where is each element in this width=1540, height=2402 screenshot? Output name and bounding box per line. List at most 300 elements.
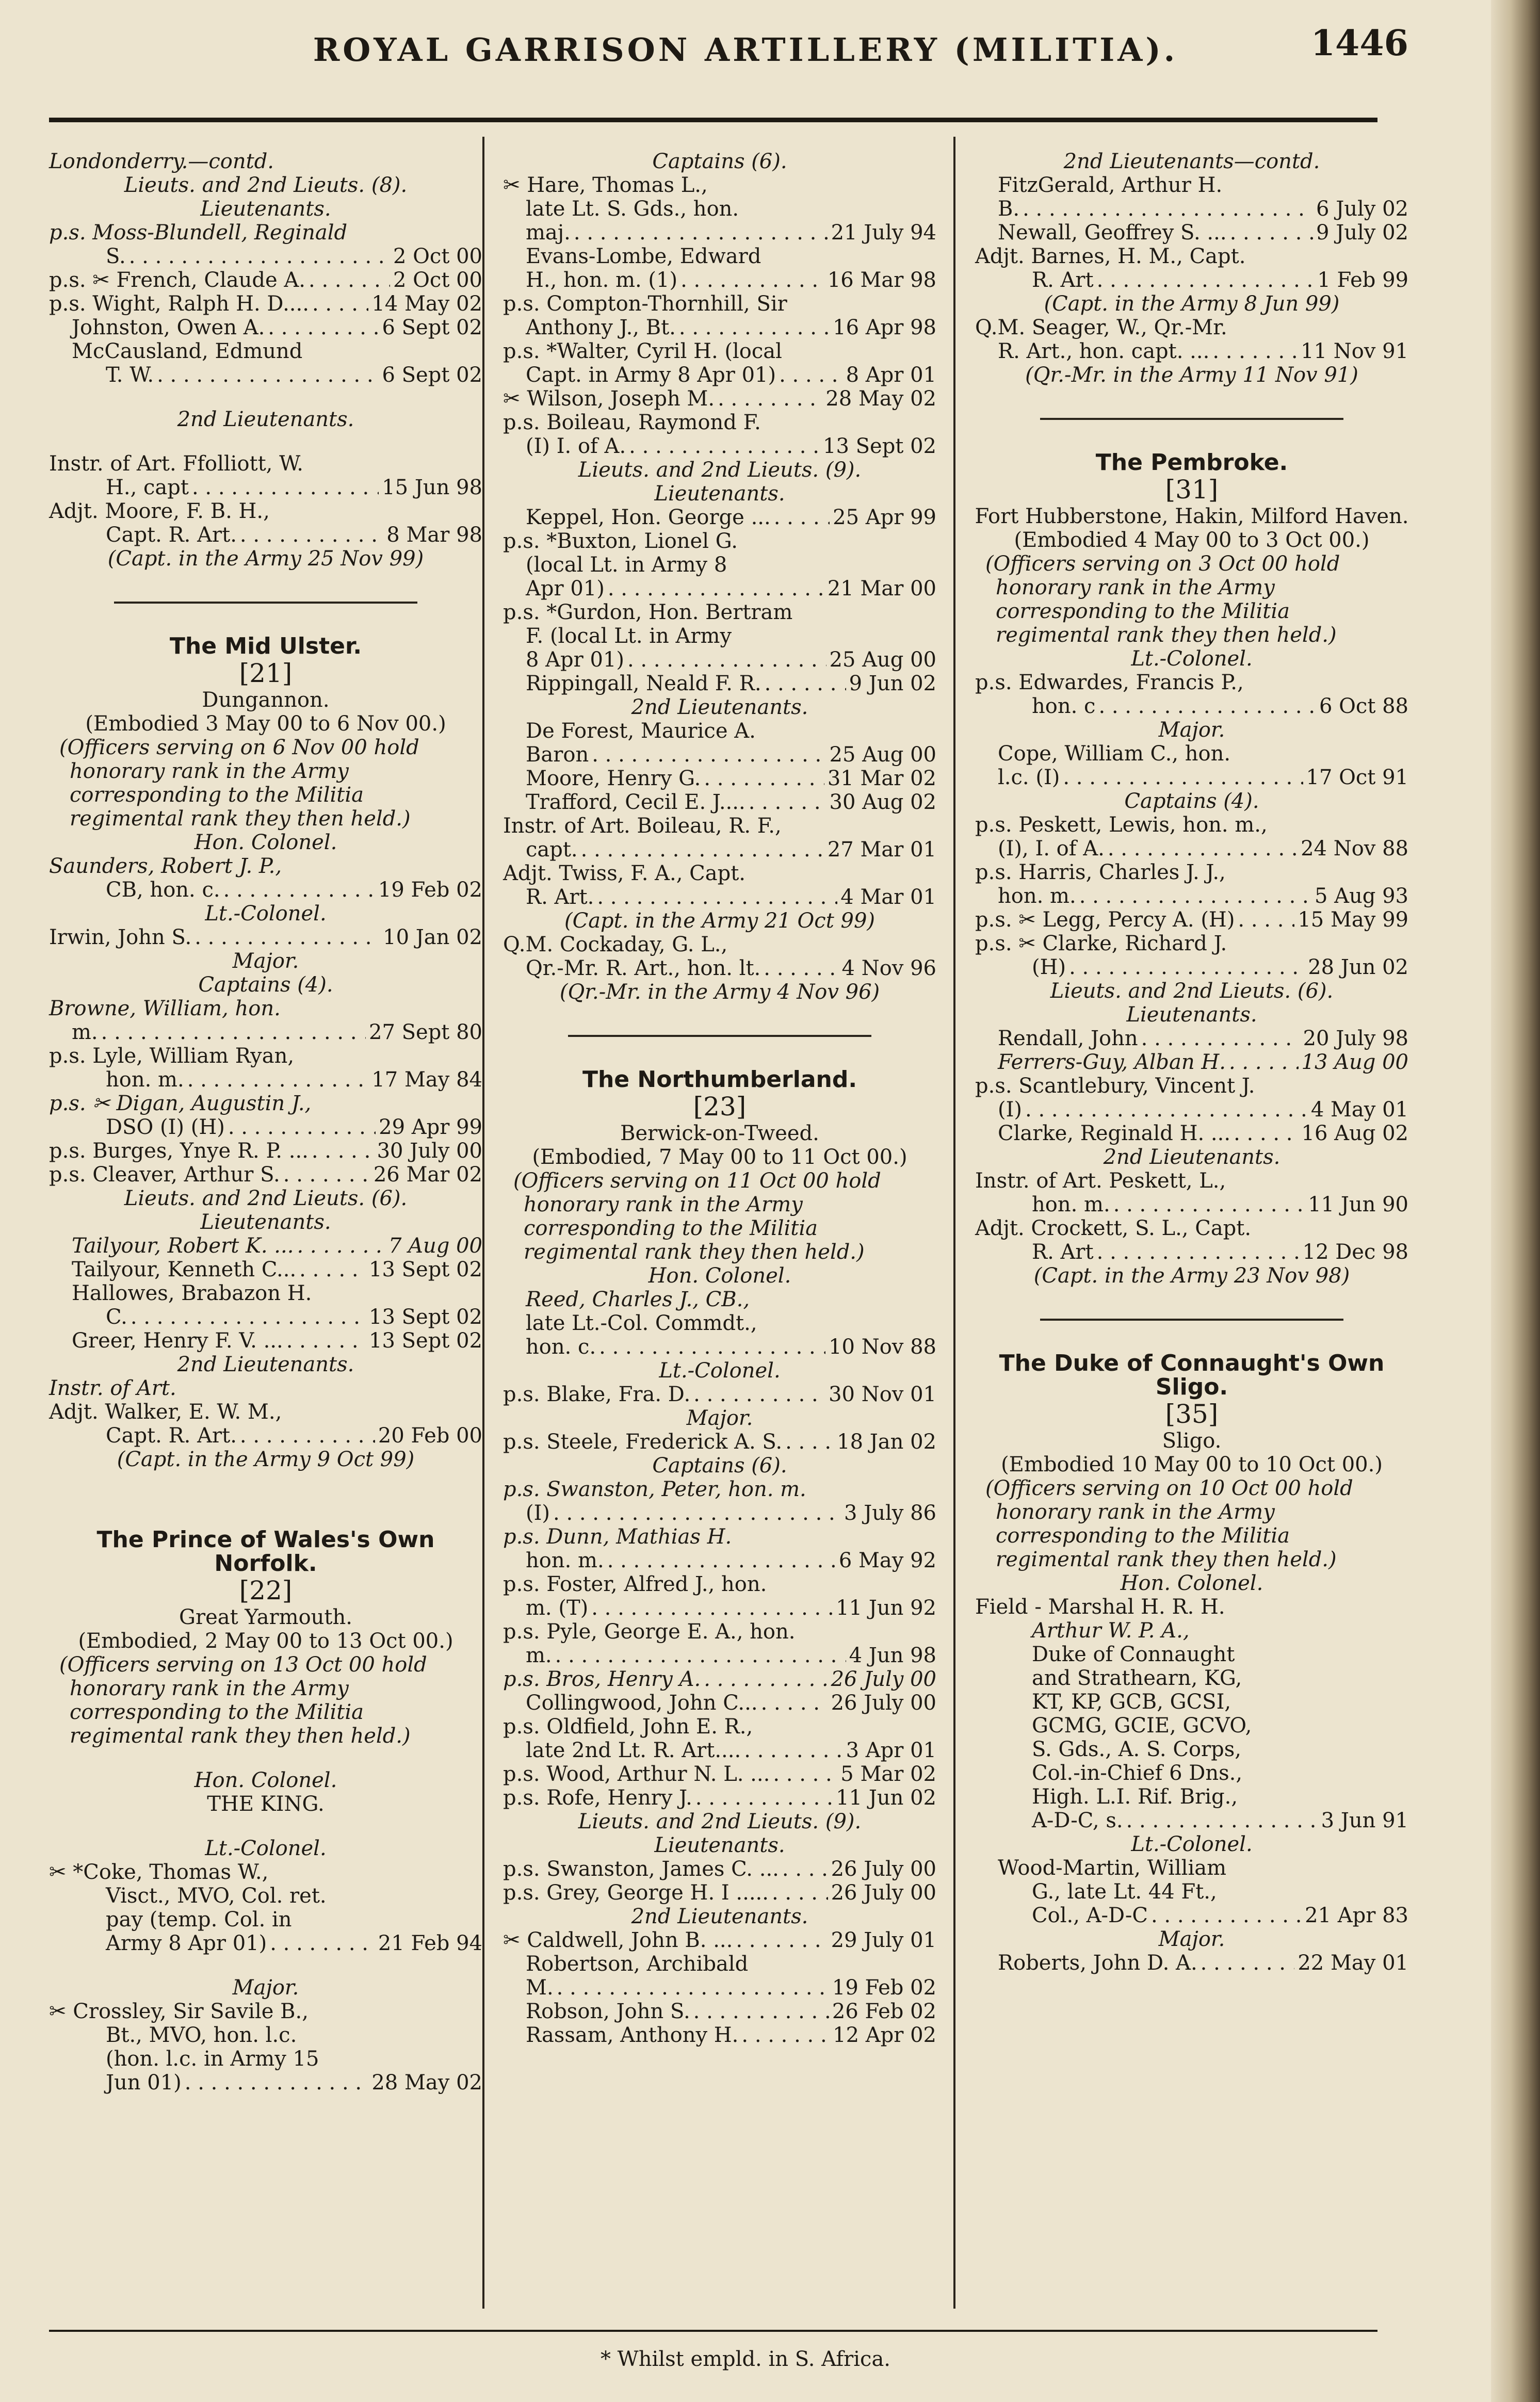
leader-dots (1230, 221, 1313, 245)
rank-heading: Lieuts. and 2nd Lieuts. (9). (578, 458, 862, 482)
officer-entry (975, 1809, 1408, 1832)
officer-entry (503, 2023, 936, 2047)
entry-text: M. (526, 1976, 554, 2000)
leader-dots (1141, 1027, 1300, 1050)
page-number: 1446 (1310, 23, 1408, 64)
commission-date: 4 May 01 (1310, 1098, 1408, 1122)
entry-text: ✂ Hare, Thomas L., (503, 173, 708, 197)
commission-date: 4 Jun 98 (849, 1644, 936, 1667)
officer-entry (503, 862, 936, 885)
officer-entry (503, 790, 936, 814)
commission-date: 19 Feb 02 (378, 878, 482, 902)
entry-text: Londonderry.—contd. (49, 150, 274, 173)
officer-entry (503, 1596, 936, 1620)
entry-text: Capt. R. Art. (106, 523, 237, 547)
entry-text: Army 8 Apr 01) (106, 1932, 267, 1955)
officer-entry (503, 1478, 936, 1501)
officer-entry (49, 268, 482, 292)
officer-entry (975, 813, 1408, 837)
entry-text: (Capt. in the Army 25 Nov 99) (107, 547, 424, 571)
officer-entry (975, 1264, 1408, 1288)
commission-date: 31 Mar 02 (827, 767, 936, 790)
officer-entry (975, 1951, 1408, 1975)
officer-entry (49, 1305, 482, 1329)
commission-date: 11 Jun 92 (836, 1596, 936, 1620)
entry-text: (I) I. of A. (526, 434, 626, 458)
commission-date: 16 Mar 98 (827, 268, 936, 292)
entry-text: (hon. l.c. in Army 15 (106, 2047, 319, 2071)
commission-date: 24 Nov 88 (1301, 837, 1408, 861)
officer-entry (49, 1424, 482, 1448)
entry-text: (Qr.-Mr. in the Army 4 Nov 96) (559, 980, 880, 1004)
leader-dots (240, 523, 383, 547)
officer-entry (975, 1643, 1408, 1666)
column-divider (953, 137, 955, 2309)
entry-text: p.s. Peskett, Lewis, hon. m., (975, 813, 1268, 837)
leader-dots (1079, 884, 1311, 908)
entry-text: (Embodied 10 May 00 to 10 Oct 00.) (1001, 1453, 1383, 1476)
regiment-title: The Northumberland. (582, 1066, 857, 1093)
rank-heading: Major. (232, 949, 299, 973)
officer-entry (975, 1714, 1408, 1738)
leader-dots (187, 1068, 369, 1092)
rank-heading: 2nd Lieutenants. (631, 695, 808, 719)
entry-text: R. Art. (526, 885, 594, 909)
commission-date: 4 Mar 01 (840, 885, 936, 909)
rank-heading: Captains (4). (1124, 789, 1259, 813)
officer-entry (49, 1629, 482, 1653)
entry-text: Collingwood, John C... (526, 1691, 758, 1715)
entry-text: Rippingall, Neald F. R. (526, 672, 761, 695)
officer-entry (49, 1792, 482, 1816)
spacer (49, 1471, 482, 1492)
commission-date: 26 Mar 02 (373, 1163, 482, 1187)
rank-heading: Lieuts. and 2nd Lieuts. (8). (124, 173, 408, 197)
entry-text: High. L.I. Rif. Brig., (1032, 1785, 1238, 1809)
officer-entry (975, 1122, 1408, 1145)
commission-date: 12 Dec 98 (1302, 1240, 1408, 1264)
officer-entry (975, 837, 1408, 861)
entry-text: Col.-in-Chief 6 Dns., (1032, 1761, 1243, 1785)
leader-dots (765, 672, 846, 695)
leader-dots (761, 1691, 828, 1715)
officer-entry (975, 1216, 1408, 1240)
entry-text: Browne, William, hon. (49, 997, 281, 1020)
entry-text: p.s. Swanston, James C. ... (503, 1857, 779, 1881)
footer-rule (49, 2330, 1377, 2332)
officer-entry (503, 221, 936, 245)
commission-date: 22 May 01 (1298, 1951, 1408, 1975)
leader-dots (772, 1881, 828, 1905)
entry-text: (Embodied, 2 May 00 to 13 Oct 00.) (78, 1629, 453, 1653)
officer-entry (503, 245, 936, 268)
entry-text: Col., A-D-C (1032, 1904, 1148, 1927)
entry-text: (Embodied 4 May 00 to 3 Oct 00.) (1014, 528, 1370, 552)
leader-dots (1063, 766, 1303, 789)
leader-dots (1238, 908, 1294, 932)
entry-text: p.s. ✂ French, Claude A. (49, 268, 306, 292)
entry-text: p.s. ✂ Clarke, Richard J. (975, 932, 1227, 955)
entry-text: R. Art (1032, 268, 1094, 292)
commission-date: 20 July 98 (1303, 1027, 1408, 1050)
officer-entry (49, 499, 482, 523)
entry-text: capt. (526, 838, 578, 862)
regiment-title: The Prince of Wales's Own Norfolk. (96, 1527, 435, 1577)
commission-date: 7 Aug 00 (388, 1234, 482, 1258)
officer-entry (49, 452, 482, 476)
book-spine (1491, 0, 1540, 2402)
rank-heading: Lt.-Colonel. (1131, 647, 1253, 671)
officer-entry (975, 1856, 1408, 1880)
entry-text: (local Lt. in Army 8 (526, 553, 727, 577)
officer-entry (975, 1738, 1408, 1761)
leader-dots (597, 885, 837, 909)
commission-date: 20 Feb 00 (378, 1424, 482, 1448)
leader-dots (607, 1549, 836, 1572)
entry-text: Apr 01) (526, 577, 605, 601)
leader-dots (270, 1932, 375, 1955)
entry-text: p.s. Steele, Frederick A. S. (503, 1430, 783, 1454)
officer-entry (503, 292, 936, 316)
entry-text: Anthony J., Bt. (526, 316, 676, 339)
rank-heading: 2nd Lieutenants—contd. (1063, 150, 1320, 173)
leader-dots (228, 1115, 376, 1139)
entry-text: hon. m. (526, 1549, 604, 1572)
commission-date: 5 Aug 93 (1314, 884, 1408, 908)
regiment-number: [23] (693, 1092, 747, 1122)
officer-entry (49, 1605, 482, 1629)
officer-entry (49, 1020, 482, 1044)
officer-entry (503, 268, 936, 292)
header-rule (49, 118, 1377, 122)
entry-text: F. (local Lt. in Army (526, 624, 732, 648)
commission-date: 9 Jun 02 (849, 672, 936, 695)
entry-text: Robson, John S. (526, 2000, 690, 2023)
entry-text: Q.M. Seager, W., Qr.-Mr. (975, 316, 1227, 339)
entry-text: Great Yarmouth. (179, 1605, 352, 1629)
entry-text: Rassam, Anthony H. (526, 2023, 739, 2047)
entry-text: ✂ Caldwell, John B. ... (503, 1928, 733, 1952)
section-separator (1040, 418, 1343, 420)
entry-text: p.s. Rofe, Henry J. (503, 1786, 692, 1810)
officer-entry (975, 1169, 1408, 1193)
entry-text: R. Art., hon. capt. ... (998, 339, 1210, 363)
entry-text: Rendall, John (998, 1027, 1138, 1050)
leader-dots (744, 1739, 842, 1762)
officer-entry (503, 1501, 936, 1525)
entry-text: Instr. of Art. Peskett, L., (975, 1169, 1226, 1193)
commission-date: 27 Sept 80 (369, 1020, 482, 1044)
entry-text: p.s. Compton-Thornhill, Sir (503, 292, 787, 316)
officer-entry (503, 434, 936, 458)
officer-entry (49, 1376, 482, 1400)
entry-text: l.c. (I) (998, 766, 1060, 789)
commission-date: 25 Aug 00 (829, 648, 936, 672)
entry-text: Adjt. Barnes, H. M., Capt. (975, 245, 1246, 268)
commission-date: 28 May 02 (371, 2071, 482, 2095)
commission-date: 11 Jun 90 (1308, 1193, 1408, 1216)
officer-entry (503, 956, 936, 980)
leader-dots (718, 387, 822, 411)
commission-date: 14 May 02 (371, 292, 482, 316)
entry-text: Newall, Geoffrey S. ... (998, 221, 1227, 245)
commission-date: 30 July 00 (377, 1139, 482, 1163)
commission-date: 6 May 92 (838, 1549, 936, 1572)
entry-text: Adjt. Walker, E. W. M., (49, 1400, 282, 1424)
entry-text: THE KING. (207, 1792, 325, 1816)
leader-dots (773, 1762, 837, 1786)
leader-dots (240, 1424, 375, 1448)
rank-heading: Lt.-Colonel. (205, 902, 327, 926)
entry-text: ✂ *Coke, Thomas W., (49, 1860, 269, 1884)
entry-text: Qr.-Mr. R. Art., hon. lt. (526, 956, 761, 980)
officer-entry (975, 1690, 1408, 1714)
regiment-number: [35] (1165, 1399, 1219, 1429)
entry-text: (Embodied 3 May 00 to 6 Nov 00.) (85, 712, 446, 736)
officer-entry (975, 173, 1408, 197)
officer-entry (503, 1525, 936, 1549)
leader-dots (693, 1383, 825, 1406)
officer-entry (49, 688, 482, 712)
officer-entry (503, 933, 936, 956)
commission-date: 27 Mar 01 (827, 838, 936, 862)
entry-text: Moore, Henry G. (526, 767, 701, 790)
leader-dots (185, 2071, 369, 2095)
entry-text: Clarke, Reginald H. ... (998, 1122, 1231, 1145)
officer-entry (503, 1572, 936, 1596)
entry-text: S. Gds., A. S. Corps, (1032, 1738, 1242, 1761)
leader-dots (309, 268, 390, 292)
commission-date: 19 Feb 02 (832, 1976, 936, 2000)
entry-text: p.s. *Gurdon, Hon. Bertram (503, 601, 793, 624)
entry-text: Dungannon. (202, 688, 330, 712)
officer-entry (503, 577, 936, 601)
entry-text: H., capt (106, 476, 189, 499)
entry-text: m. (526, 1644, 552, 1667)
entry-text: Field - Marshal H. R. H. (975, 1595, 1225, 1619)
entry-text: Adjt. Twiss, F. A., Capt. (503, 862, 745, 885)
entry-text: Adjt. Moore, F. B. H., (49, 499, 270, 523)
officer-entry (503, 1288, 936, 1311)
officer-entry (49, 547, 482, 571)
commission-date: 4 Nov 96 (841, 956, 936, 980)
entry-text: Cope, William C., hon. (998, 742, 1231, 766)
entry-text: Evans-Lombe, Edward (526, 245, 761, 268)
officer-entry (975, 1027, 1408, 1050)
commission-date: 26 Feb 02 (832, 2000, 936, 2023)
leader-dots (223, 878, 375, 902)
leader-dots (779, 363, 843, 387)
rank-heading: Hon. Colonel. (194, 1768, 337, 1792)
officer-entry (975, 1074, 1408, 1098)
entry-text: DSO (I) (H) (106, 1115, 225, 1139)
officer-entry (49, 245, 482, 268)
officer-entry (49, 2047, 482, 2071)
leader-dots (608, 577, 824, 601)
officer-entry (49, 1163, 482, 1187)
leader-dots (680, 268, 824, 292)
entry-text: Adjt. Crockett, S. L., Capt. (975, 1216, 1252, 1240)
leader-dots (299, 1258, 366, 1281)
officer-entry (49, 150, 482, 173)
embodiment-note: (Officers serving on 10 Oct 00 hold honorary rank in the Army corresponding to the Militia regimental rank they then held.) (985, 1476, 1353, 1571)
spacer (49, 1748, 482, 1768)
officer-entry (49, 1258, 482, 1281)
leader-dots (101, 1020, 366, 1044)
leader-dots (1151, 1904, 1302, 1927)
officer-entry (503, 1430, 936, 1454)
officer-entry (49, 1932, 482, 1955)
spacer (49, 1492, 482, 1513)
rank-heading: Lieuts. and 2nd Lieuts. (6). (124, 1187, 408, 1210)
regiment-number: [21] (239, 658, 293, 688)
entry-text: Keppel, Hon. George ... (526, 506, 771, 529)
officer-entry (975, 1785, 1408, 1809)
officer-entry (503, 1928, 936, 1952)
officer-entry (975, 932, 1408, 955)
officer-entry (503, 743, 936, 767)
officer-entry (975, 363, 1408, 387)
commission-date: 29 Apr 99 (379, 1115, 482, 1139)
leader-dots (286, 1329, 366, 1353)
commission-date: 17 May 84 (371, 1068, 482, 1092)
entry-text: Sligo. (1162, 1429, 1222, 1453)
officer-entry (503, 885, 936, 909)
officer-entry (975, 1666, 1408, 1690)
rank-heading: 2nd Lieutenants. (631, 1905, 808, 1928)
officer-entry (975, 694, 1408, 718)
entry-text: (I), I. of A. (998, 837, 1105, 861)
leader-dots (129, 245, 390, 268)
rank-heading: Hon. Colonel. (648, 1264, 791, 1288)
rank-heading: 2nd Lieutenants. (1103, 1145, 1280, 1169)
officer-entry (975, 1193, 1408, 1216)
commission-date: 3 July 86 (844, 1501, 936, 1525)
officer-entry (503, 1952, 936, 1976)
rank-heading: Lt.-Colonel. (205, 1837, 327, 1860)
section-separator (568, 1035, 871, 1037)
entry-text: p.s. Lyle, William Ryan, (49, 1044, 295, 1068)
entry-text: KT, KP, GCB, GCSI, (1032, 1690, 1231, 1714)
officer-entry (49, 1068, 482, 1092)
commission-date: 13 Sept 02 (369, 1305, 482, 1329)
entry-text: Robertson, Archibald (526, 1952, 749, 1976)
leader-dots (591, 1596, 833, 1620)
rank-heading: Lieutenants. (654, 482, 785, 506)
officer-entry (503, 909, 936, 933)
leader-dots (1234, 1122, 1298, 1145)
commission-date: 26 July 00 (831, 1857, 936, 1881)
footnote: * Whilst empld. in S. Africa. (600, 2347, 891, 2371)
commission-date: 21 Apr 83 (1305, 1904, 1408, 1927)
commission-date: 2 Oct 00 (393, 245, 482, 268)
officer-entry (503, 1715, 936, 1739)
officer-entry (503, 363, 936, 387)
officer-entry (49, 292, 482, 316)
rank-heading: Lieuts. and 2nd Lieuts. (6). (1050, 979, 1334, 1003)
entry-text: Duke of Connaught (1032, 1643, 1235, 1666)
officer-entry (975, 292, 1408, 316)
leader-dots (581, 838, 824, 862)
officer-entry (503, 173, 936, 197)
entry-text: G., late Lt. 44 Ft., (1032, 1880, 1217, 1904)
commission-date: 26 July 00 (831, 1667, 936, 1691)
officer-entry (975, 1050, 1408, 1074)
leader-dots (764, 956, 838, 980)
commission-date: 28 May 02 (825, 387, 936, 411)
rank-heading: Major. (686, 1406, 753, 1430)
entry-text: (Capt. in the Army 21 Oct 99) (564, 909, 875, 933)
officer-entry (49, 712, 482, 736)
officer-entry (503, 624, 936, 648)
officer-entry (975, 861, 1408, 884)
officer-entry (503, 1383, 936, 1406)
officer-entry (503, 339, 936, 363)
leader-dots (1113, 1193, 1305, 1216)
entry-text: p.s. Grey, George H. I ..... (503, 1881, 769, 1905)
officer-entry (975, 316, 1408, 339)
leader-dots (557, 1976, 829, 2000)
rank-heading: Lt.-Colonel. (659, 1359, 781, 1383)
entry-text: Hallowes, Brabazon H. (72, 1281, 312, 1305)
entry-text: Reed, Charles J., CB., (526, 1288, 750, 1311)
rank-heading: Lt.-Colonel. (1131, 1832, 1253, 1856)
entry-text: Berwick-on-Tweed. (620, 1122, 819, 1145)
officer-entry (503, 1739, 936, 1762)
officer-entry (503, 1122, 936, 1145)
commission-date: 8 Mar 98 (386, 523, 482, 547)
entry-text: (Capt. in the Army 23 Nov 98) (1033, 1264, 1350, 1288)
entry-text: Irwin, John S. (49, 926, 192, 949)
entry-text: and Strathearn, KG, (1032, 1666, 1242, 1690)
leader-dots (312, 1139, 374, 1163)
leader-dots (574, 221, 828, 245)
rank-heading: Lieutenants. (654, 1833, 785, 1857)
spacer (49, 387, 482, 408)
commission-date: 13 Sept 02 (823, 434, 936, 458)
entry-text: p.s. Swanston, Peter, hon. m. (503, 1478, 806, 1501)
entry-text: hon. c (1032, 694, 1096, 718)
leader-dots (553, 1501, 841, 1525)
leader-dots (592, 743, 826, 767)
commission-date: 10 Nov 88 (829, 1335, 936, 1359)
running-title: ROYAL GARRISON ARTILLERY (MILITIA). (313, 31, 1178, 69)
officer-entry (49, 1281, 482, 1305)
commission-date: 21 Feb 94 (378, 1932, 482, 1955)
officer-entry (503, 1644, 936, 1667)
embodiment-note: (Officers serving on 11 Oct 00 hold honorary rank in the Army corresponding to the Militia regimental rank they then held.) (513, 1169, 881, 1264)
entry-text: late 2nd Lt. R. Art.... (526, 1739, 741, 1762)
commission-date: 11 Jun 02 (836, 1786, 936, 1810)
entry-text: Tailyour, Kenneth C... (72, 1258, 297, 1281)
rank-heading: Lieutenants. (200, 197, 331, 221)
leader-dots (1097, 268, 1315, 292)
commission-date: 30 Aug 02 (829, 790, 936, 814)
entry-text: p.s. Dunn, Mathias H. (503, 1525, 732, 1549)
entry-text: p.s. *Walter, Cyril H. (local (503, 339, 782, 363)
commission-date: 30 Nov 01 (829, 1383, 936, 1406)
officer-entry (975, 245, 1408, 268)
rank-heading: Lieuts. and 2nd Lieuts. (9). (578, 1810, 862, 1833)
entry-text: Instr. of Art. Boileau, R. F., (503, 814, 782, 838)
commission-date: 3 Apr 01 (846, 1739, 936, 1762)
entry-text: p.s. Scantlebury, Vincent J. (975, 1074, 1255, 1098)
rank-heading: Captains (4). (198, 973, 333, 997)
officer-entry (49, 2023, 482, 2047)
commission-date: 3 Jun 91 (1321, 1809, 1408, 1832)
officer-entry (975, 766, 1408, 789)
commission-date: 25 Apr 99 (833, 506, 936, 529)
